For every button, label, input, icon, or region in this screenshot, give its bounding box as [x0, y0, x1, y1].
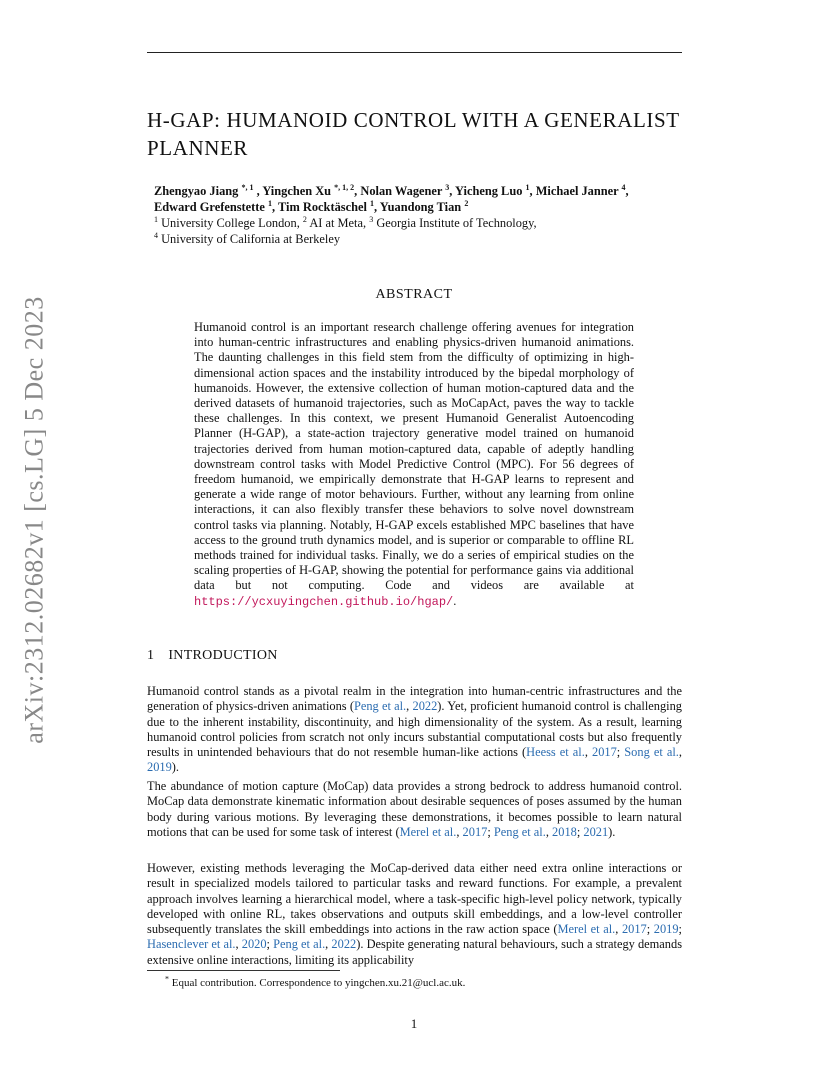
intro-paragraph-2: The abundance of motion capture (MoCap) data provides a strong bedrock to address humanoid control. MoCap data demonstrate kinematic information about desirable sequences of poses assumed by the human body during various motions. By leveraging these demonstrations, it becomes possible to learn natural motions that can be used for some task of interest (Merel et al., 2017; Peng et al., 2018; 2021).: [147, 779, 682, 839]
author-list: Zhengyao Jiang $^{*, 1}$ , Yingchen Xu $^{*, 1, 2}$, Nolan Wagener $^3$, Yicheng Luo $^1$, Michael Janner $^4$, Edward Grefenstette $^1$, Tim Rocktäschel $^1$, Yuandong Tian $^2$: [154, 182, 629, 214]
citation-link[interactable]: Heess et al.: [526, 745, 585, 760]
citation-link[interactable]: 2017: [462, 824, 488, 839]
footnote-rule: [147, 970, 340, 971]
arxiv-side-identifier: [20, 290, 50, 750]
citation-link[interactable]: Merel et al.: [399, 824, 457, 839]
author: Tim Rocktäschel: [278, 200, 367, 214]
citation-link[interactable]: Song et al.: [624, 745, 679, 760]
citation-link[interactable]: 2021: [583, 824, 609, 839]
citation-link[interactable]: Hasenclever et al.: [147, 937, 236, 952]
abstract-body: Humanoid control is an important research challenge offering avenues for integration into human-centric infrastructures and enabling physics-driven humanoid animations. The daunting challenges in this field stem from the difficulty of optimizing in high-dimensional action spaces and the instability introduced by the bipedal morphology of humanoids. However, the extensive collection of human motion-captured data and the derived datasets of humanoid trajectories, such as MoCapAct, paves the way to tackle these challenges. In this context, we present Humanoid Generalist Autoencoding Planner (H-GAP), a state-action trajectory generative model trained on humanoid trajectories derived from human motion-captured data, capable of adeptly handling downstream control tasks with Model Predictive Control (MPC). For 56 degrees of freedom humanoid, we empirically demonstrate that H-GAP learns to represent and generate a wide range of motor behaviours. Further, without any learning from online interactions, it can also flexibly transfer these behaviors to solve novel downstream control tasks via planning. Notably, H-GAP excels established MPC baselines that have access to the ground truth dynamics model, and is superior or comparable to offline RL methods trained for individual tasks. Finally, we do a series of empirical studies on the scaling properties of H-GAP, showing the potential for performance gains via additional data but not computing. Code and videos are available at https://ycxuyingchen.github.io/hgap/.: [194, 320, 634, 609]
citation-link[interactable]: Peng et al.: [273, 937, 326, 952]
section-heading-introduction: 1 INTRODUCTION: [147, 648, 278, 663]
intro-paragraph-3: However, existing methods leveraging the MoCap-derived data either need extra online interactions or result in specialized models tailored to particular tasks and reward functions. For example, a prevalent approach involves learning a hierarchical model, where a task-specific high-level policy network, typically developed with online RL, takes observations and outputs skill embeddings, and a low-level controller subsequently translates the skill embeddings into actions in the raw action space (Merel et al., 2017; 2019; Hasenclever et al., 2020; Peng et al., 2022). Despite generating natural behaviours, such a strategy demands extensive online interactions, limiting its applicability: [147, 861, 683, 967]
citation-link[interactable]: Merel et al.: [557, 922, 616, 937]
author: Zhengyao Jiang: [154, 184, 239, 198]
citation-link[interactable]: 2022: [412, 699, 438, 714]
citation-link[interactable]: 2020: [241, 937, 267, 952]
author: Yuandong Tian: [379, 200, 462, 214]
arxiv-identifier-text: arXiv:2312.02682v1 [cs.LG] 5 Dec 2023: [20, 296, 50, 744]
author: Edward Grefenstette: [154, 200, 265, 214]
author: Michael Janner: [535, 184, 619, 198]
citation-link[interactable]: 2019: [653, 922, 679, 937]
abstract-heading: ABSTRACT: [375, 287, 453, 302]
citation-link[interactable]: Peng et al.: [493, 824, 546, 839]
citation-link[interactable]: Peng et al.: [353, 699, 407, 714]
affiliation-line-2: $^4$ University of California at Berkeley: [154, 230, 341, 246]
author: Yicheng Luo: [455, 184, 523, 198]
citation-link[interactable]: 2017: [621, 922, 647, 937]
page-number: 1: [410, 1016, 418, 1031]
affiliation-line-1: $^1$ University College London, $^2$ AI at Meta, $^3$ Georgia Institute of Technology,: [154, 214, 537, 230]
citation-link[interactable]: 2019: [147, 760, 172, 775]
citation-link[interactable]: 2022: [331, 937, 357, 952]
author: Yingchen Xu: [262, 184, 332, 198]
citation-link[interactable]: 2017: [592, 745, 617, 760]
header-rule: [147, 52, 682, 53]
author: Nolan Wagener: [360, 184, 443, 198]
project-url-link[interactable]: https://ycxuyingchen.github.io/hgap/: [194, 594, 454, 609]
paper-title: H-GAP: HUMANOID CONTROL WITH A GENERALIST PLANNER: [147, 108, 680, 160]
citation-link[interactable]: 2018: [552, 824, 577, 839]
intro-paragraph-1: Humanoid control stands as a pivotal realm in the integration into human-centric infrastructures and the generation of physics-driven animations (Peng et al., 2022). Yet, proficient humanoid control is challenging due to the inherent instability, discontinuity, and high dimensionality of the system. As a result, learning humanoid control policies from scratch not only incurs substantial computational costs but also frequently results in unintended behaviours that do not resemble human-like actions (Heess et al., 2017; Song et al., 2019).: [147, 684, 682, 775]
footnote: * Equal contribution. Correspondence to yingchen.xu.21@ucl.ac.uk.: [165, 974, 466, 989]
